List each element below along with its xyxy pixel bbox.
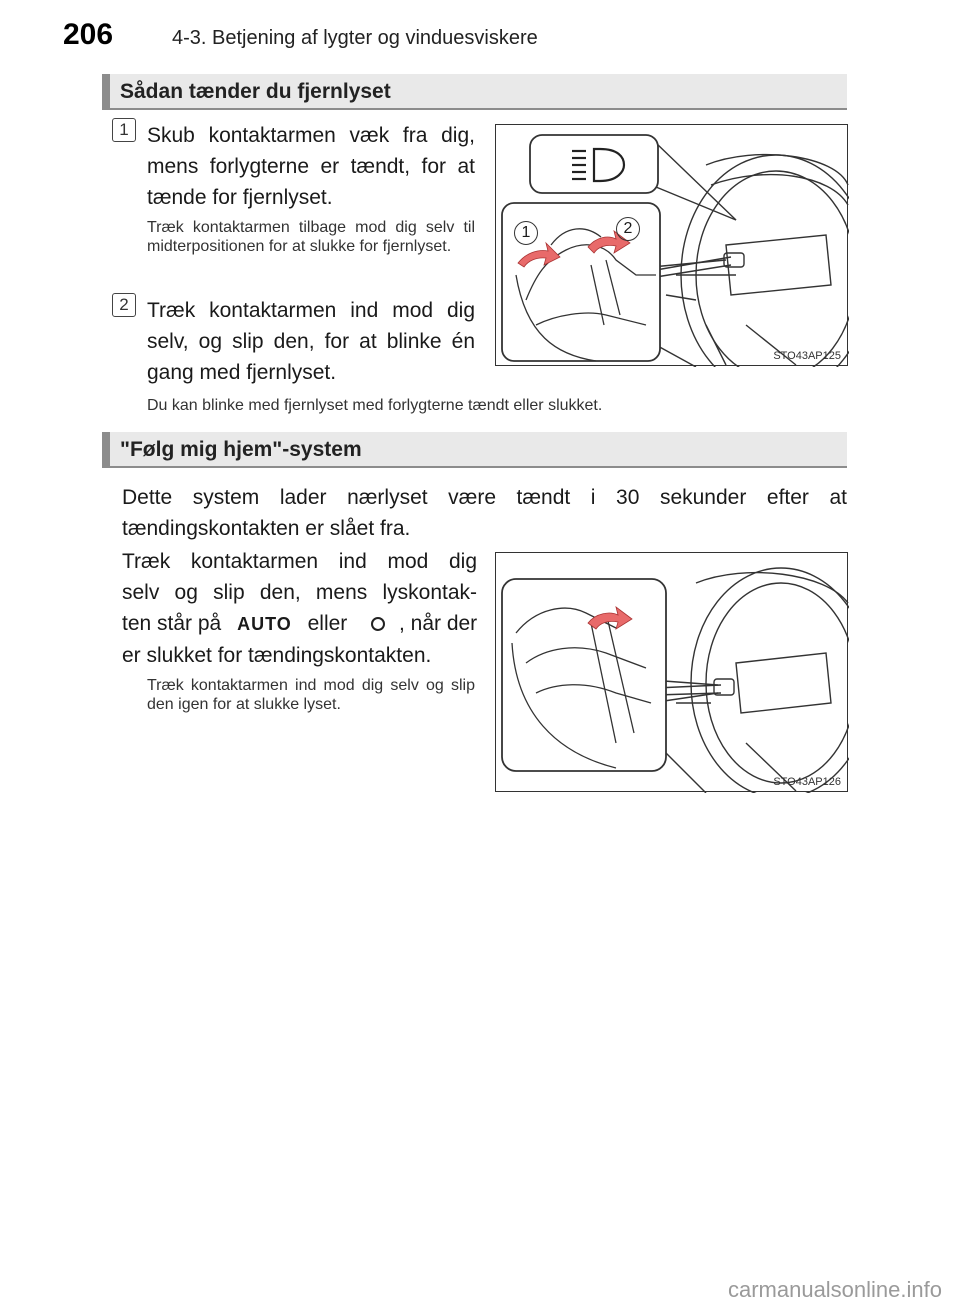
instruction-line-3 xyxy=(122,608,477,640)
section-header-bar xyxy=(102,432,110,466)
section-header-bar xyxy=(102,74,110,108)
instruction-line-3-post: , når der xyxy=(398,612,478,635)
section-1-note: Du kan blinke med fjernlyset med forlygterne tændt eller slukket. xyxy=(147,397,603,414)
section-title: Sådan tænder du fjernlyset xyxy=(120,80,391,103)
step-badge-2: 2 xyxy=(112,293,136,317)
step-2-text: Træk kontaktarmen ind mod dig selv, og slip den, for at blinke én gang med fjernlyset. xyxy=(147,299,475,384)
watermark: carmanualsonline.info xyxy=(727,1277,942,1302)
page-number: 206 xyxy=(63,18,114,51)
step-badge-1: 1 xyxy=(112,118,136,142)
steering-lever-drawing xyxy=(496,125,849,367)
illustration-code: STO43AP126 xyxy=(773,776,841,788)
auto-symbol: AUTO xyxy=(237,614,292,634)
section-2-intro: Dette system lader nærlyset være tændt i 30 sekunder efter at tændingskontakten er slået fra. xyxy=(122,486,847,540)
step-1-note: Træk kontaktarmen tilbage mod dig selv til midterpositionen for at slukke for fjernlyset. xyxy=(147,219,475,255)
callout-2: 2 xyxy=(616,217,640,241)
illustration-follow-me-home xyxy=(495,552,848,792)
section-2-note: Træk kontaktarmen ind mod dig selv og slip den igen for at slukke lyset. xyxy=(147,677,475,713)
callout-1: 1 xyxy=(514,221,538,245)
illustration-high-beam xyxy=(495,124,848,366)
chapter-title: 4-3. Betjening af lygter og vinduesviskere xyxy=(172,27,538,49)
section-title: "Følg mig hjem"-system xyxy=(120,438,362,461)
illustration-code: STO43AP125 xyxy=(773,350,841,362)
instruction-line-4: er slukket for tændingskontakten. xyxy=(122,644,432,667)
instruction-line-2: selv og slip den, mens lyskontak- xyxy=(122,581,477,604)
instruction-line-1: Træk kontaktarmen ind mod dig xyxy=(122,550,477,573)
section-2-instruction xyxy=(122,546,477,671)
instruction-line-3-pre: ten står på xyxy=(122,612,222,635)
steering-lever-drawing-2 xyxy=(496,553,849,793)
section-header-follow-me-home xyxy=(102,432,847,468)
section-header-high-beam xyxy=(102,74,847,110)
instruction-line-3-mid: eller xyxy=(307,612,348,635)
step-1-text: Skub kontaktarmen væk fra dig, mens forlygterne er tændt, for at tænde for fjernlyset. xyxy=(147,124,475,209)
headlight-low-icon xyxy=(371,617,385,631)
